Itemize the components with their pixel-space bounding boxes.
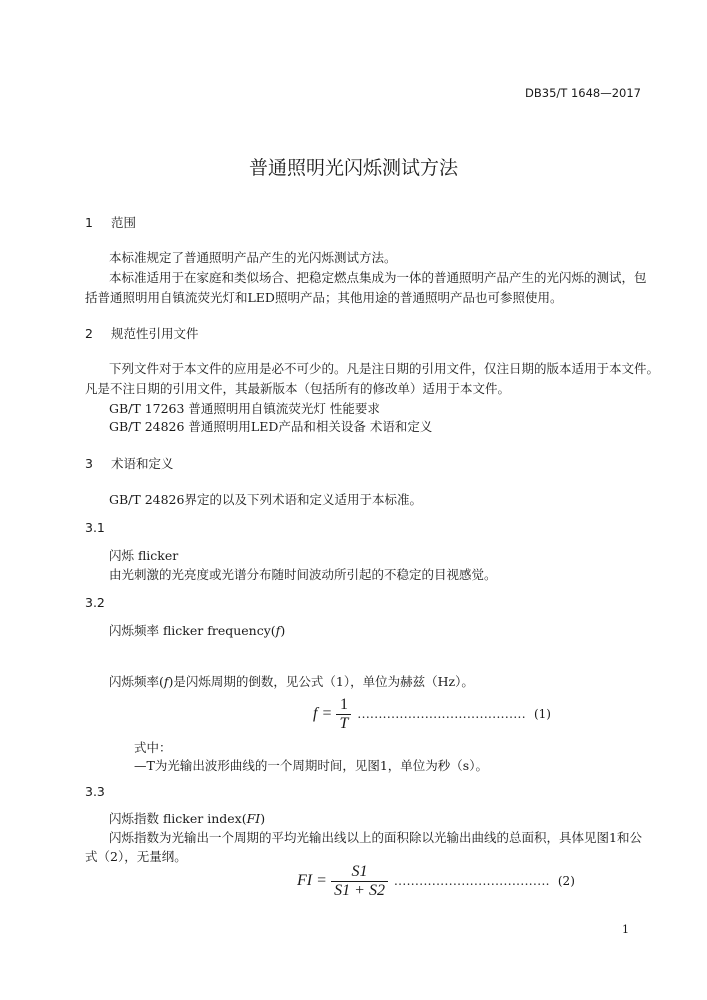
formula-number: (1) — [533, 707, 551, 721]
definition-text: 闪烁频率( — [109, 674, 164, 689]
term-symbol: f — [275, 623, 281, 638]
section-1-paragraph-1: 本标准规定了普通照明产品产生的光闪烁测试方法。 — [109, 250, 397, 265]
section-title: 规范性引用文件 — [111, 326, 199, 341]
clause-3-3-definition-line-1: 闪烁指数为光输出一个周期的平均光输出线以上的面积除以光输出曲线的总面积，具体见图1和公 — [109, 830, 642, 845]
formula-2 — [297, 861, 575, 901]
clause-3-2-number: 3.2 — [85, 595, 105, 610]
section-1-paragraph-2-line-1: 本标准适用于在家庭和类似场合、把稳定燃点集成为一体的普通照明产品产生的光闪烁的测试，包 — [109, 270, 647, 285]
term-symbol: FI — [246, 811, 261, 826]
formula-numerator: S1 — [331, 863, 388, 882]
section-2-paragraph-line-1: 下列文件对于本文件的应用是必不可少的。凡是注日期的引用文件，仅注日期的版本适用于本文件。 — [109, 361, 660, 376]
term-text: 闪烁指数 flicker index( — [109, 811, 247, 826]
definition-text-end: )是闪烁周期的倒数，见公式（1），单位为赫兹（Hz）。 — [168, 674, 474, 689]
clause-3-2-term — [109, 621, 285, 639]
where-label: 式中： — [134, 740, 172, 755]
where-item-t: —T为光输出波形曲线的一个周期时间，见图1，单位为秒（s）。 — [134, 758, 488, 773]
formula-leader-dots: ..................................... — [393, 874, 550, 888]
section-number: 2 — [85, 326, 93, 341]
section-2-paragraph-line-2: 凡是不注日期的引用文件，其最新版本（包括所有的修改单）适用于本文件。 — [85, 381, 511, 396]
definition-symbol: f — [163, 674, 169, 689]
section-number: 3 — [85, 456, 93, 471]
term-text: 闪烁频率 flicker frequency( — [109, 623, 276, 638]
formula-leader-dots: ........................................ — [357, 707, 526, 721]
formula-denominator: S1 + S2 — [334, 881, 385, 899]
section-3-intro: GB/T 24826界定的以及下列术语和定义适用于本标准。 — [109, 492, 422, 507]
clause-3-1-term: 闪烁 flicker — [109, 548, 179, 563]
document-title: 普通照明光闪烁测试方法 — [248, 157, 458, 179]
formula-fraction — [331, 863, 388, 900]
section-title: 范围 — [111, 215, 137, 230]
section-title: 术语和定义 — [111, 456, 174, 471]
clause-3-3-term — [109, 809, 265, 827]
clause-3-2-definition — [109, 672, 474, 690]
term-text-end: ) — [280, 623, 286, 638]
clause-3-3-number: 3.3 — [85, 784, 105, 799]
formula-numerator: 1 — [336, 696, 351, 715]
section-number: 1 — [85, 215, 93, 230]
formula-number: (2) — [557, 874, 575, 888]
term-text-end: ) — [260, 811, 266, 826]
section-1-heading — [85, 213, 136, 231]
normative-reference-1: GB/T 17263 普通照明用自镇流荧光灯 性能要求 — [109, 401, 380, 416]
standard-id: DB35/T 1648—2017 — [525, 86, 641, 100]
formula-equals: = — [317, 872, 327, 889]
clause-3-1-definition: 由光刺激的光亮度或光谱分布随时间波动所引起的不稳定的目视感觉。 — [109, 567, 497, 582]
clause-3-3-definition-line-2: 式（2），无量纲。 — [85, 849, 187, 864]
formula-lhs: FI — [297, 872, 313, 889]
section-1-paragraph-2-line-2: 括普通照明用自镇流荧光灯和LED照明产品；其他用途的普通照明产品也可参照使用。 — [85, 290, 563, 305]
page-number: 1 — [622, 923, 629, 936]
formula-lhs: f — [313, 705, 318, 722]
clause-3-1-number: 3.1 — [85, 520, 105, 535]
normative-reference-2: GB/T 24826 普通照明用LED产品和相关设备 术语和定义 — [109, 419, 433, 434]
formula-denominator: T — [339, 714, 349, 732]
formula-equals: = — [322, 705, 332, 722]
section-2-heading — [85, 324, 199, 342]
formula-1 — [313, 694, 551, 734]
formula-fraction — [336, 696, 351, 733]
section-3-heading — [85, 454, 174, 472]
